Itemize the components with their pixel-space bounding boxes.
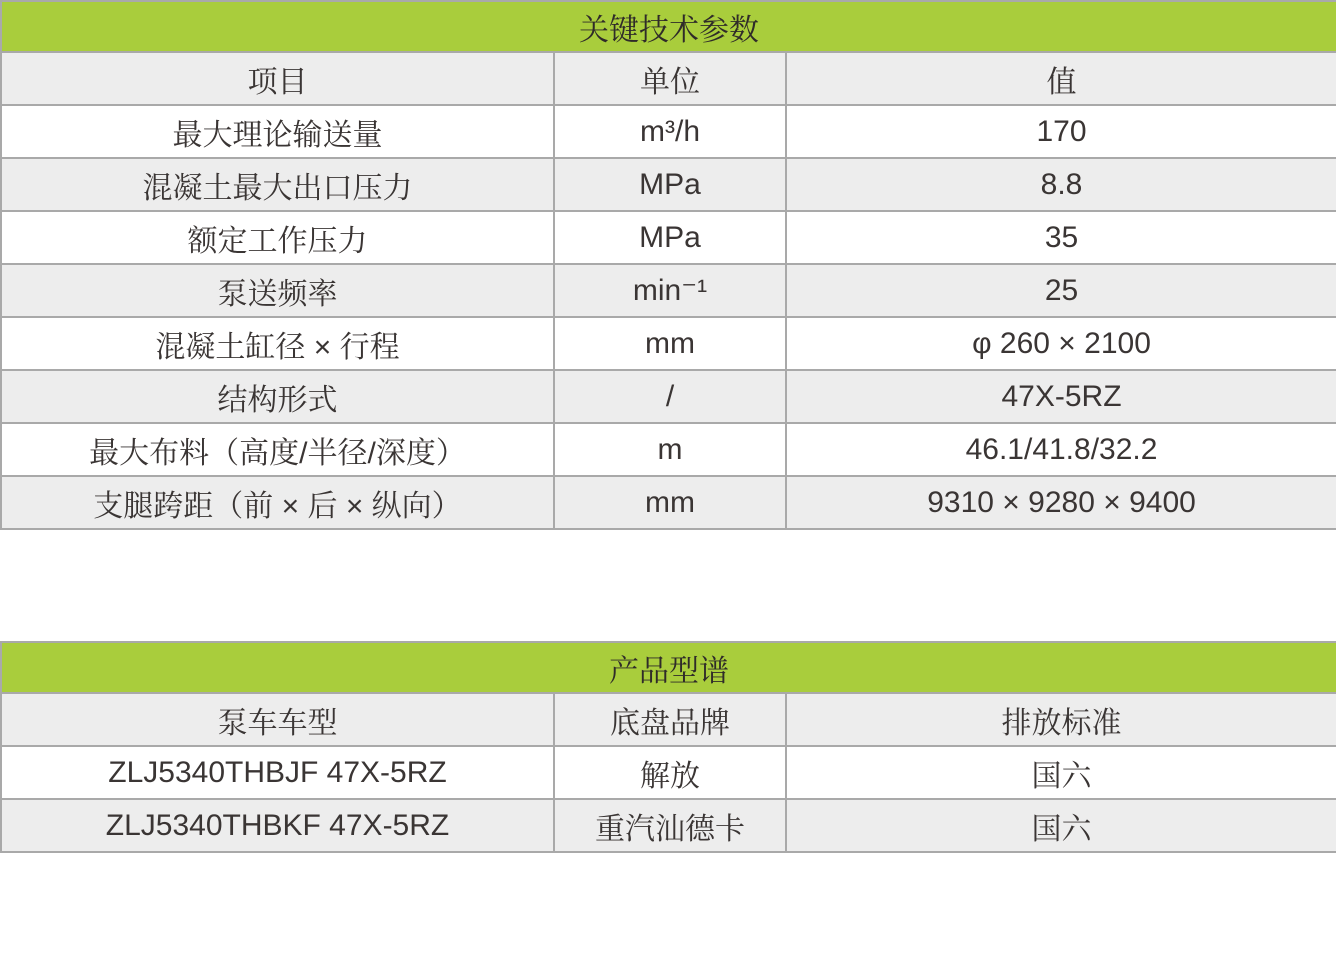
spec-item-cell: 最大理论输送量 [1,105,554,158]
column-header-item: 项目 [1,52,554,105]
spec-value-cell: 46.1/41.8/32.2 [786,423,1336,476]
spec-item-cell: 最大布料（高度/半径/深度） [1,423,554,476]
product-spectrum-header-row [1,693,1336,746]
spec-item-cell: 额定工作压力 [1,211,554,264]
spec-unit-cell: / [554,370,786,423]
spec-unit-cell: mm [554,317,786,370]
model-emission-cell: 国六 [786,746,1336,799]
model-chassis-cell: 重汽汕德卡 [554,799,786,852]
spec-value-cell: 47X-5RZ [786,370,1336,423]
spec-row [1,211,1336,264]
key-parameters-header-row [1,52,1336,105]
key-parameters-title-row [1,1,1336,52]
column-header-emission-standard: 排放标准 [786,693,1336,746]
model-row [1,799,1336,852]
spec-unit-cell: m [554,423,786,476]
spec-unit-cell: MPa [554,211,786,264]
spec-row [1,370,1336,423]
spec-value-cell: 25 [786,264,1336,317]
product-spectrum-table [0,641,1336,853]
spec-unit-cell: m³/h [554,105,786,158]
spec-unit-cell: mm [554,476,786,529]
key-parameters-title: 关键技术参数 [1,1,1336,52]
spec-value-cell: 35 [786,211,1336,264]
spec-value-cell: 170 [786,105,1336,158]
column-header-truck-model: 泵车车型 [1,693,554,746]
column-header-chassis-brand: 底盘品牌 [554,693,786,746]
spec-unit-cell: MPa [554,158,786,211]
model-row [1,746,1336,799]
product-spectrum-section [0,641,1336,853]
key-parameters-body [1,105,1336,529]
spec-row [1,423,1336,476]
model-chassis-cell: 解放 [554,746,786,799]
model-model-cell: ZLJ5340THBKF 47X-5RZ [1,799,554,852]
spec-item-cell: 泵送频率 [1,264,554,317]
model-model-cell: ZLJ5340THBJF 47X-5RZ [1,746,554,799]
spec-value-cell: φ 260 × 2100 [786,317,1336,370]
spec-item-cell: 混凝土最大出口压力 [1,158,554,211]
model-emission-cell: 国六 [786,799,1336,852]
product-spectrum-title: 产品型谱 [1,642,1336,693]
spec-item-cell: 结构形式 [1,370,554,423]
spec-row [1,158,1336,211]
spec-value-cell: 8.8 [786,158,1336,211]
product-spectrum-title-row [1,642,1336,693]
spec-item-cell: 支腿跨距（前 × 后 × 纵向） [1,476,554,529]
column-header-unit: 单位 [554,52,786,105]
spec-row [1,317,1336,370]
spec-row [1,264,1336,317]
product-spectrum-body [1,746,1336,852]
spec-row [1,476,1336,529]
spec-value-cell: 9310 × 9280 × 9400 [786,476,1336,529]
spec-item-cell: 混凝土缸径 × 行程 [1,317,554,370]
spec-row [1,105,1336,158]
column-header-value: 值 [786,52,1336,105]
spec-unit-cell: min⁻¹ [554,264,786,317]
